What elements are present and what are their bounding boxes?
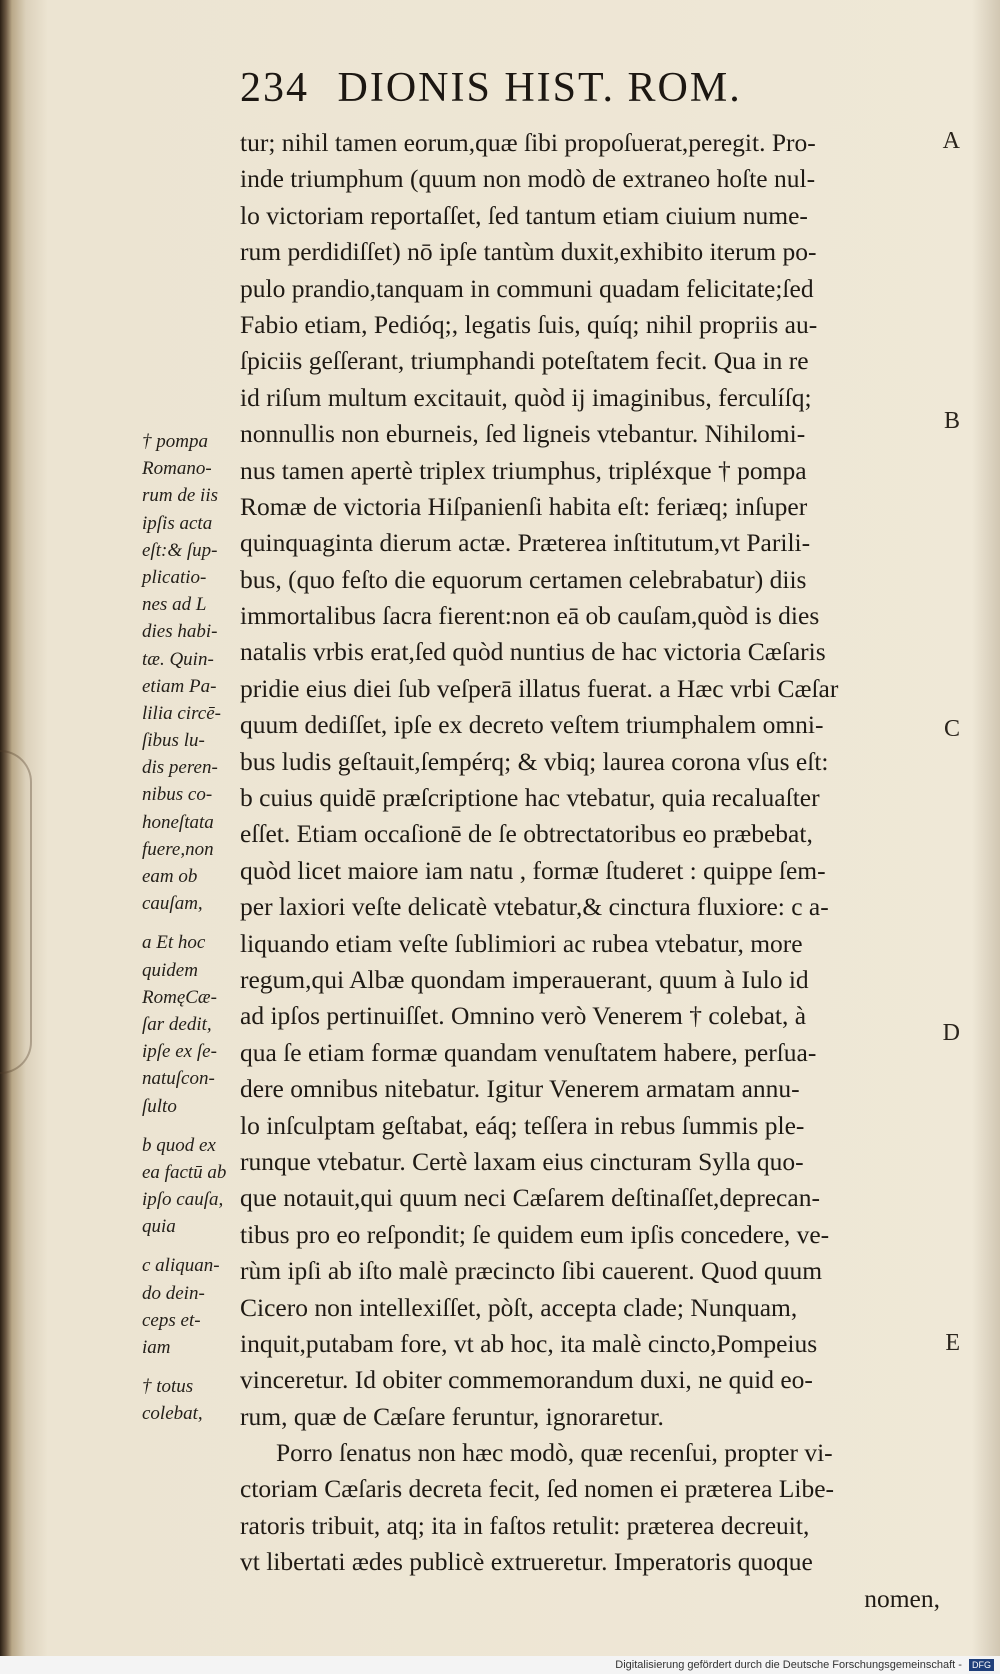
text-line: lo inſculptam geſtabat, eáq; teſſera in rebus ſummis ple- [240,1110,805,1140]
text-line: Cicero non intellexiſſet, pòſt, accepta clade; Nunquam, [240,1292,798,1322]
side-note-line: RomęCæ- [142,986,217,1008]
side-note-line: Romano- [142,458,212,480]
side-note-line: † pompa [142,431,208,452]
section-letter-b: B [943,408,960,434]
side-note-line: c aliquan- [142,1255,220,1277]
side-note-line: b quod ex [142,1134,216,1156]
side-note-line: ea factū ab [142,1161,227,1183]
text-line: rùm ipſi ab iſto malè præcincto ſibi cauerent. Quod quum [240,1256,823,1286]
text-line: quòd licet maiore iam natu , formæ ſtuderet : quippe ſem- [240,855,826,885]
text-line: Romæ de victoria Hiſpanienſi habita eſt: feriæq; inſuper [240,491,808,521]
text-line: ad ipſos pertinuiſſet. Omnino verò Venerem † colebat, à [240,1001,807,1031]
page-clip-shadow [0,750,32,1074]
side-note-line: eam ob [142,866,198,887]
text-line: vt libertati ædes publicè extrueretur. Imperatoris quoque [240,1547,813,1577]
page-number: 234 [240,65,309,111]
text-line: Fabio etiam, Pedióq;, legatis ſuis, quíq; nihil propriis au- [240,309,818,339]
side-note-line: iam [142,1337,171,1358]
side-note-line: colebat, [142,1403,203,1425]
footer-credit: Digitalisierung gefördert durch die Deutsche Forschungsgemeinschaft - [615,1659,962,1671]
side-note-line: † totus [142,1376,194,1398]
text-line: inde triumphum (quum non modò de extraneo hoſte nul- [240,164,816,194]
section-letter-a: A [942,128,960,154]
section-letter-e: E [945,1330,960,1356]
marginal-notes [142,428,242,1428]
text-line: ſpiciis geſſerant, triumphandi poteſtatem fecit. Qua in re [240,346,809,376]
dfg-logo: DFG [969,1659,994,1671]
side-note-line: fuere,non [142,838,214,860]
text-line: quinquaginta dierum actæ. Præterea inſtitutum,vt Parili- [240,528,811,558]
text-line: tibus pro eo reſpondit; ſe quidem eum ipſis concedere, ve- [240,1219,830,1249]
side-note-line: cauſam, [142,893,203,915]
text-line: qua ſe etiam formæ quandam venuſtatem habere, perſua- [240,1037,817,1067]
text-line: immortalibus ſacra fierent:non eā ob cauſam,quòd is dies [240,601,820,631]
side-note-line: ſibus lu- [142,730,205,752]
text-line: b cuius quidē præſcriptione hac vtebatur, quia recaluaſter [240,783,820,813]
side-note-line: nibus co- [142,784,213,806]
main-text-block [240,125,940,1617]
side-note-line: dis peren- [142,757,218,779]
text-line: ctoriam Cæſaris decreta fecit, ſed nomen ei præterea Libe- [240,1474,835,1504]
text-line: tur; nihil tamen eorum,quæ ſibi propoſuerat,peregit. Pro- [240,128,816,157]
text-line: runque vtebatur. Certè laxam eius cincturam Sylla quo- [240,1146,804,1176]
text-line: rum perdidiſſet) nō ipſe tantùm duxit,exhibito iterum po- [240,237,817,267]
text-line: natalis vrbis erat,ſed quòd nuntius de hac victoria Cæſaris [240,637,826,667]
text-line: bus ludis geſtauit,ſempérq; & vbiq; laurea corona vſus eſt: [240,746,829,776]
text-line: vinceretur. Id obiter commemorandum duxi, ne quid eo- [240,1365,813,1395]
text-line: rum, quæ de Cæſare feruntur, ignoraretur. [240,1401,664,1431]
side-note-line: ipſis acta [142,512,213,534]
side-note-line: a Et hoc [142,932,206,954]
section-letter-d: D [942,1020,960,1046]
text-line: pridie eius diei ſub veſperā illatus fuerat. a Hæc vrbi Cæſar [240,673,839,703]
side-note-line: dies habi- [142,621,218,643]
text-line: inquit,putabam fore, vt ab hoc, ita malè cincto,Pompeius [240,1328,818,1358]
side-note-line: ceps et- [142,1309,201,1331]
side-note-line: tæ. Quin- [142,648,214,670]
text-line: per laxiori veſte delicatè vtebatur,& cinctura fluxiore: c a- [240,892,829,922]
digitization-footer [0,1656,1000,1674]
side-note-line: ipſo cauſa, [142,1189,224,1211]
side-note-line: quidem [142,959,198,981]
text-line: que notauit,qui quum neci Cæſarem deſtinaſſet,deprecan- [240,1183,820,1213]
text-line: dere omnibus nitebatur. Igitur Venerem armatam annu- [240,1074,800,1104]
side-note-line: etiam Pa- [142,675,217,697]
text-line: id riſum multum excitauit, quòd ij imaginibus, ferculíſq; [240,382,812,412]
side-note-line: ſulto [142,1095,177,1117]
running-title: DIONIS HIST. ROM. [337,65,742,111]
side-note-line: rum de iis [142,485,218,507]
running-header [240,64,742,112]
text-line: nus tamen apertè triplex triumphus, tripléxque † pompa [240,455,807,485]
side-note-line: ſar dedit, [142,1013,212,1035]
side-note-line: honeſtata [142,811,214,833]
side-note-line: lilia circē- [142,702,221,724]
section-letter-c: C [943,716,960,742]
side-note-line: eſt:& ſup- [142,539,218,561]
text-line: regum,qui Albæ quondam imperauerant, quum à Iulo id [240,964,809,994]
text-line: eſſet. Etiam occaſionē de ſe obtrectatoribus eo præbebat, [240,819,813,849]
text-line: nonnullis non eburneis, ſed ligneis vtebantur. Nihilomi- [240,419,806,449]
text-line: nomen, [864,1583,940,1613]
side-note-line: ipſe ex ſe- [142,1041,217,1063]
side-note-line: do dein- [142,1282,205,1304]
text-line: Porro ſenatus non hæc modò, quæ recenſui, propter vi- [276,1438,833,1468]
text-line: liquando etiam veſte ſublimiori ac rubea vtebatur, more [240,928,803,958]
text-line: ratoris tribuit, atq; ita in faſtos retulit: præterea decreuit, [240,1510,810,1540]
side-note-line: quia [142,1216,176,1238]
side-note-line: plicatio- [142,566,207,588]
text-line: pulo prandio,tanquam in communi quadam felicitate;ſed [240,273,814,303]
text-line: quum dediſſet, ipſe ex decreto veſtem triumphalem omni- [240,710,824,740]
text-line: bus, (quo feſto die equorum certamen celebrabatur) diis [240,564,807,594]
text-line: lo victoriam reportaſſet, ſed tantum etiam ciuium nume- [240,200,808,230]
side-note-line: natuſcon- [142,1068,215,1090]
side-note-line: nes ad L [142,594,207,616]
